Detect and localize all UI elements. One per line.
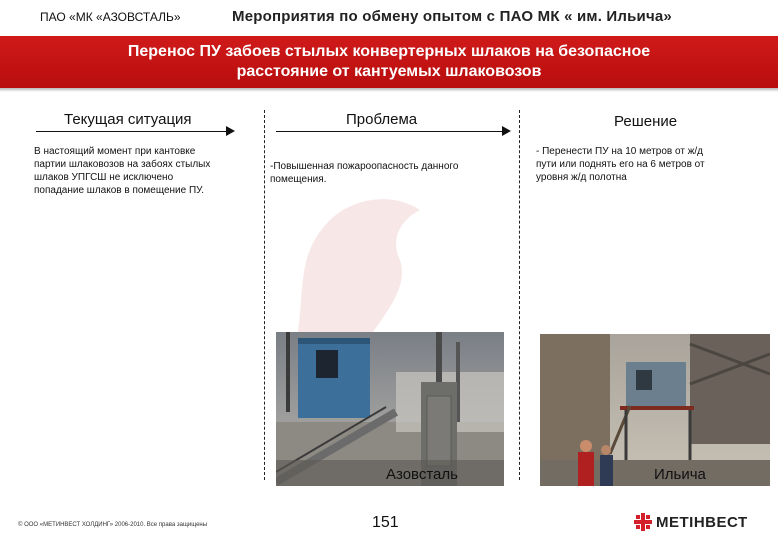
column-divider-2 xyxy=(519,110,520,480)
text-line: партии шлаковозов на забоях стылых xyxy=(34,159,211,170)
arrow-right-icon xyxy=(226,126,235,136)
ilyich-photo-caption: Ильича xyxy=(654,466,706,483)
text-line: В настоящий момент при кантовке xyxy=(34,146,196,157)
arrow-current-line xyxy=(36,131,226,132)
azovstal-photo-caption: Азовсталь xyxy=(386,466,458,483)
text-line: попадание шлаков в помещение ПУ. xyxy=(34,185,204,196)
banner-title-line-2: расстояние от кантуемых шлаковозов xyxy=(236,63,542,80)
title-banner xyxy=(0,36,778,88)
problem-heading: Проблема xyxy=(346,111,418,128)
page-subtitle: Мероприятия по обмену опытом с ПАО МК « им. Ильича» xyxy=(232,8,672,25)
text-line: помещения. xyxy=(270,174,327,185)
banner-title-line-1: Перенос ПУ забоев стылых конвертерных шлаков на безопасное xyxy=(127,43,651,60)
current-situation-heading: Текущая ситуация xyxy=(64,111,192,128)
current-situation-text xyxy=(34,145,254,197)
text-line: уровня ж/д полотна xyxy=(536,172,627,183)
text-line: - Перенести ПУ на 10 метров от ж/д xyxy=(536,146,703,157)
banner-shadow xyxy=(0,88,778,92)
metinvest-logo-icon xyxy=(634,513,652,531)
arrow-right-icon xyxy=(502,126,511,136)
column-divider-1 xyxy=(264,110,265,480)
azovstal-photo xyxy=(276,332,504,486)
text-line: -Повышенная пожароопасность данного xyxy=(270,161,459,172)
page-number: 151 xyxy=(372,514,399,531)
metinvest-logo-text: МЕТІНВЕСТ xyxy=(656,514,748,531)
solution-heading: Решение xyxy=(614,113,678,130)
problem-text xyxy=(270,160,510,186)
ilyich-photo xyxy=(540,334,770,486)
organization-label: ПАО «МК «АЗОВСТАЛЬ» xyxy=(40,10,181,24)
text-line: шлаков УПГСШ не исключено xyxy=(34,172,174,183)
text-line: пути или поднять его на 6 метров от xyxy=(536,159,705,170)
solution-text xyxy=(536,145,766,184)
copyright-notice: © ООО «МЕТИНВЕСТ ХОЛДИНГ» 2006-2010. Все права защищены xyxy=(18,522,208,528)
arrow-problem-line xyxy=(276,131,502,132)
